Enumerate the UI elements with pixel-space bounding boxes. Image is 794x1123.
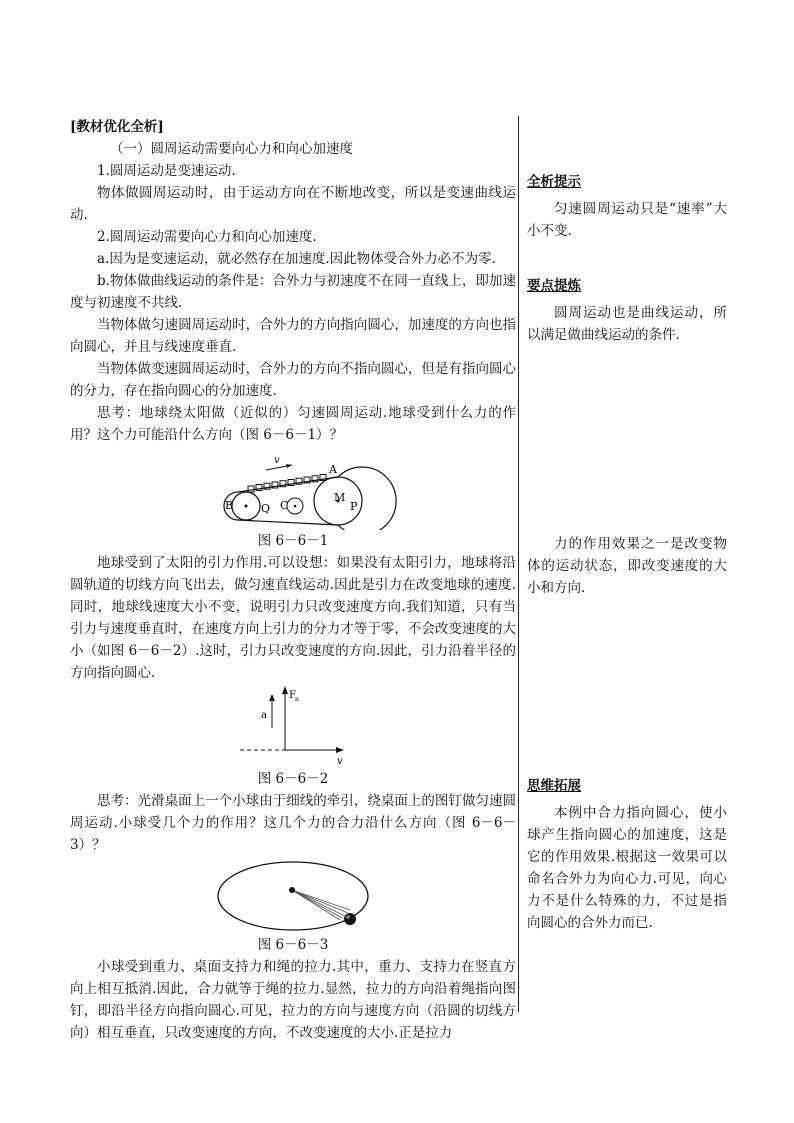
sidebar-text: 力的作用效果之一是改变物体的运动状态，即改变速度的大小和方向. (527, 536, 727, 596)
paragraph: b.物体做曲线运动的条件是：合外力与初速度不在同一直线上，即加速度与初速度不共线. (70, 273, 516, 311)
label-A: A (329, 463, 337, 476)
label-M: M (334, 491, 346, 504)
paragraph: 当物体做匀速圆周运动时，合外力的方向指向圆心，加速度的方向也指向圆心，并且与线速度垂直. (70, 317, 516, 355)
paragraph: 物体做圆周运动时，由于运动方向在不断地改变，所以是变速曲线运动. (70, 185, 516, 223)
label-C: C (280, 499, 289, 512)
sidebar-note-extension (527, 776, 727, 934)
figure-caption: 图 6－6－3 (257, 937, 329, 953)
sidebar-text: 圆周运动也是曲线运动，所以满足做曲线运动的条件. (527, 305, 727, 343)
sidebar-note-analysis (527, 172, 727, 242)
sidebar-heading: 思维拓展 (527, 778, 581, 794)
label-Q: Q (261, 502, 271, 515)
ball-on-table-diagram (70, 856, 516, 934)
paragraph: a.因为是变速运动，就必然存在加速度.因此物体受合外力必不为零. (97, 251, 496, 267)
figure-caption: 图 6－6－1 (257, 533, 329, 549)
paragraph: 思考：地球绕太阳做（近似的）匀速圆周运动.地球受到什么力的作用？这个力可能沿什么方向（图 6－6－1）？ (70, 405, 516, 443)
label-F-subscript: n (295, 696, 299, 703)
figure-caption: 图 6－6－2 (257, 771, 329, 787)
label-v: v (337, 756, 343, 767)
label-a: a (261, 710, 267, 721)
sidebar-note-force-effect (527, 533, 727, 599)
paragraph: 思考：光滑桌面上一个小球由于细线的牵引，绕桌面上的图钉做匀速圆周运动.小球受几个力的作用？这几个力的合力沿什么方向（图 6－6－3）？ (70, 793, 516, 853)
main-column (70, 116, 516, 1044)
label-P: P (350, 500, 358, 513)
figure-6-6-3 (70, 856, 516, 934)
column-divider (518, 116, 519, 1012)
subsection-heading: （一）圆周运动需要向心力和向心加速度 (110, 141, 353, 157)
figure-6-6-1 (70, 446, 516, 530)
section-title: [教材优化全析] (70, 119, 164, 135)
paragraph: 1.圆周运动是变速运动. (97, 163, 236, 179)
sidebar-text: 匀速圆周运动只是“速率”大小不变. (527, 201, 727, 239)
paragraph: 小球受到重力、桌面支持力和绳的拉力.其中，重力、支持力在竖直方向上相互抵消.因此，合力就等于绳的拉力.显然，拉力的方向沿着绳指向图钉，即沿半径方向指向圆心.可见，拉力的方向与速度方向（沿圆的切线方向）相互垂直，只改变速度的方向，不改变速度的大小.正是拉力 (70, 959, 516, 1041)
paragraph: 当物体做变速圆周运动时，合外力的方向不指向圆心，但是有指向圆心的分力，存在指向圆心的分加速度. (70, 361, 516, 399)
force-velocity-diagram (70, 684, 516, 768)
sidebar-text: 本例中合力指向圆心，使小球产生指向圆心的加速度，这是它的作用效果.根据这一效果可以命名合外力为向心力.可见，向心力不是什么特殊的力，不过是指向圆心的合外力而已. (527, 805, 727, 931)
paragraph: 地球受到了太阳的引力作用.可以设想：如果没有太阳引力，地球将沿圆轨道的切线方向飞出去，做匀速直线运动.因此是引力在改变地球的速度.同时，地球线速度大小不变，说明引力只改变速度方向.我们知道，只有当引力与速度垂直时，在速度方向上引力的分力才等于零，不会改变速度的大小（如图 6－6－2）.这时，引力只改变速度的方向.因此，引力沿着半径的方向指向圆心. (70, 555, 516, 681)
belt-pulley-diagram (70, 446, 516, 530)
paragraph: 2.圆周运动需要向心力和向心加速度. (97, 229, 317, 245)
sidebar-heading: 全析提示 (527, 174, 581, 190)
sidebar-note-key-points (527, 276, 727, 346)
figure-6-6-2 (70, 684, 516, 768)
label-F: F (289, 690, 296, 701)
label-v: v (274, 455, 280, 466)
sidebar-heading: 要点提炼 (527, 278, 581, 294)
label-B: B (225, 499, 234, 512)
